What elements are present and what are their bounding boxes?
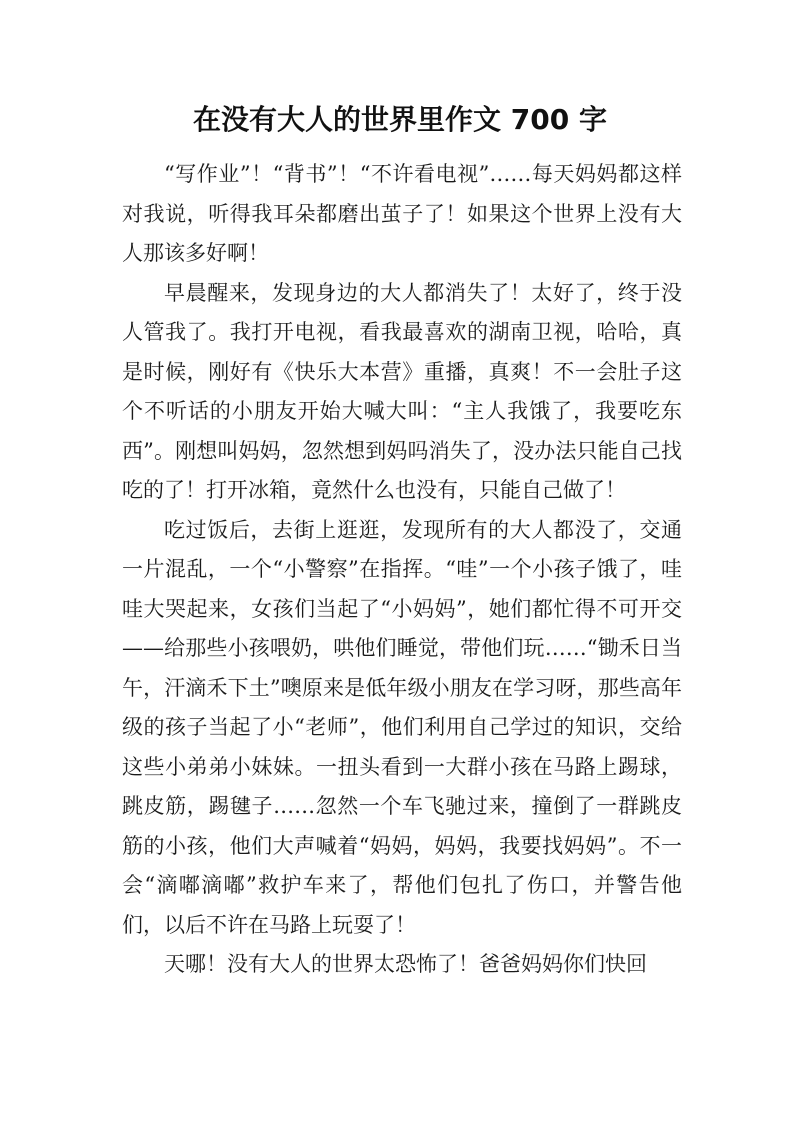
document-title: 在没有大人的世界里作文 700 字 [193,103,607,136]
paragraph-3: 吃过饭后，去街上逛逛，发现所有的大人都没了，交通一片混乱，一个“小警察”在指挥。“哇”一个小孩子饿了，哇哇大哭起来，女孩们当起了“小妈妈”，她们都忙得不可开交——给那些小孩喂奶，哄他们睡觉，带他们玩……“锄禾日当午，汗滴禾下土”噢原来是低年级小朋友在学习呀，那些高年级的孩子当起了小“老师”，他们利用自己学过的知识，交给这些小弟弟小妹妹。一扭头看到一大群小孩在马路上踢球，跳皮筋，踢毽子……忽然一个车飞驰过来，撞倒了一群跳皮筋的小孩，他们大声喊着“妈妈，妈妈，我要找妈妈”。不一会“滴嘟滴嘟”救护车来了，帮他们包扎了伤口，并警告他们，以后不许在马路上玩耍了！ [122,517,682,937]
paragraph-2: 早晨醒来，发现身边的大人都消失了！太好了，终于没人管我了。我打开电视，看我最喜欢的湖南卫视，哈哈，真是时候，刚好有《快乐大本营》重播，真爽！不一会肚子这个不听话的小朋友开始大喊大叫：“主人我饿了，我要吃东西”。刚想叫妈妈，忽然想到妈吗消失了，没办法只能自己找吃的了！打开冰箱，竟然什么也没有，只能自己做了！ [122,280,682,502]
document-body [122,155,682,985]
paragraph-4: 天哪！没有大人的世界太恐怖了！爸爸妈妈你们快回 [164,952,647,976]
paragraph-1: “写作业”！“背书”！“不许看电视”……每天妈妈都这样对我说，听得我耳朵都磨出茧子了！如果这个世界上没有大人那该多好啊！ [122,162,682,265]
